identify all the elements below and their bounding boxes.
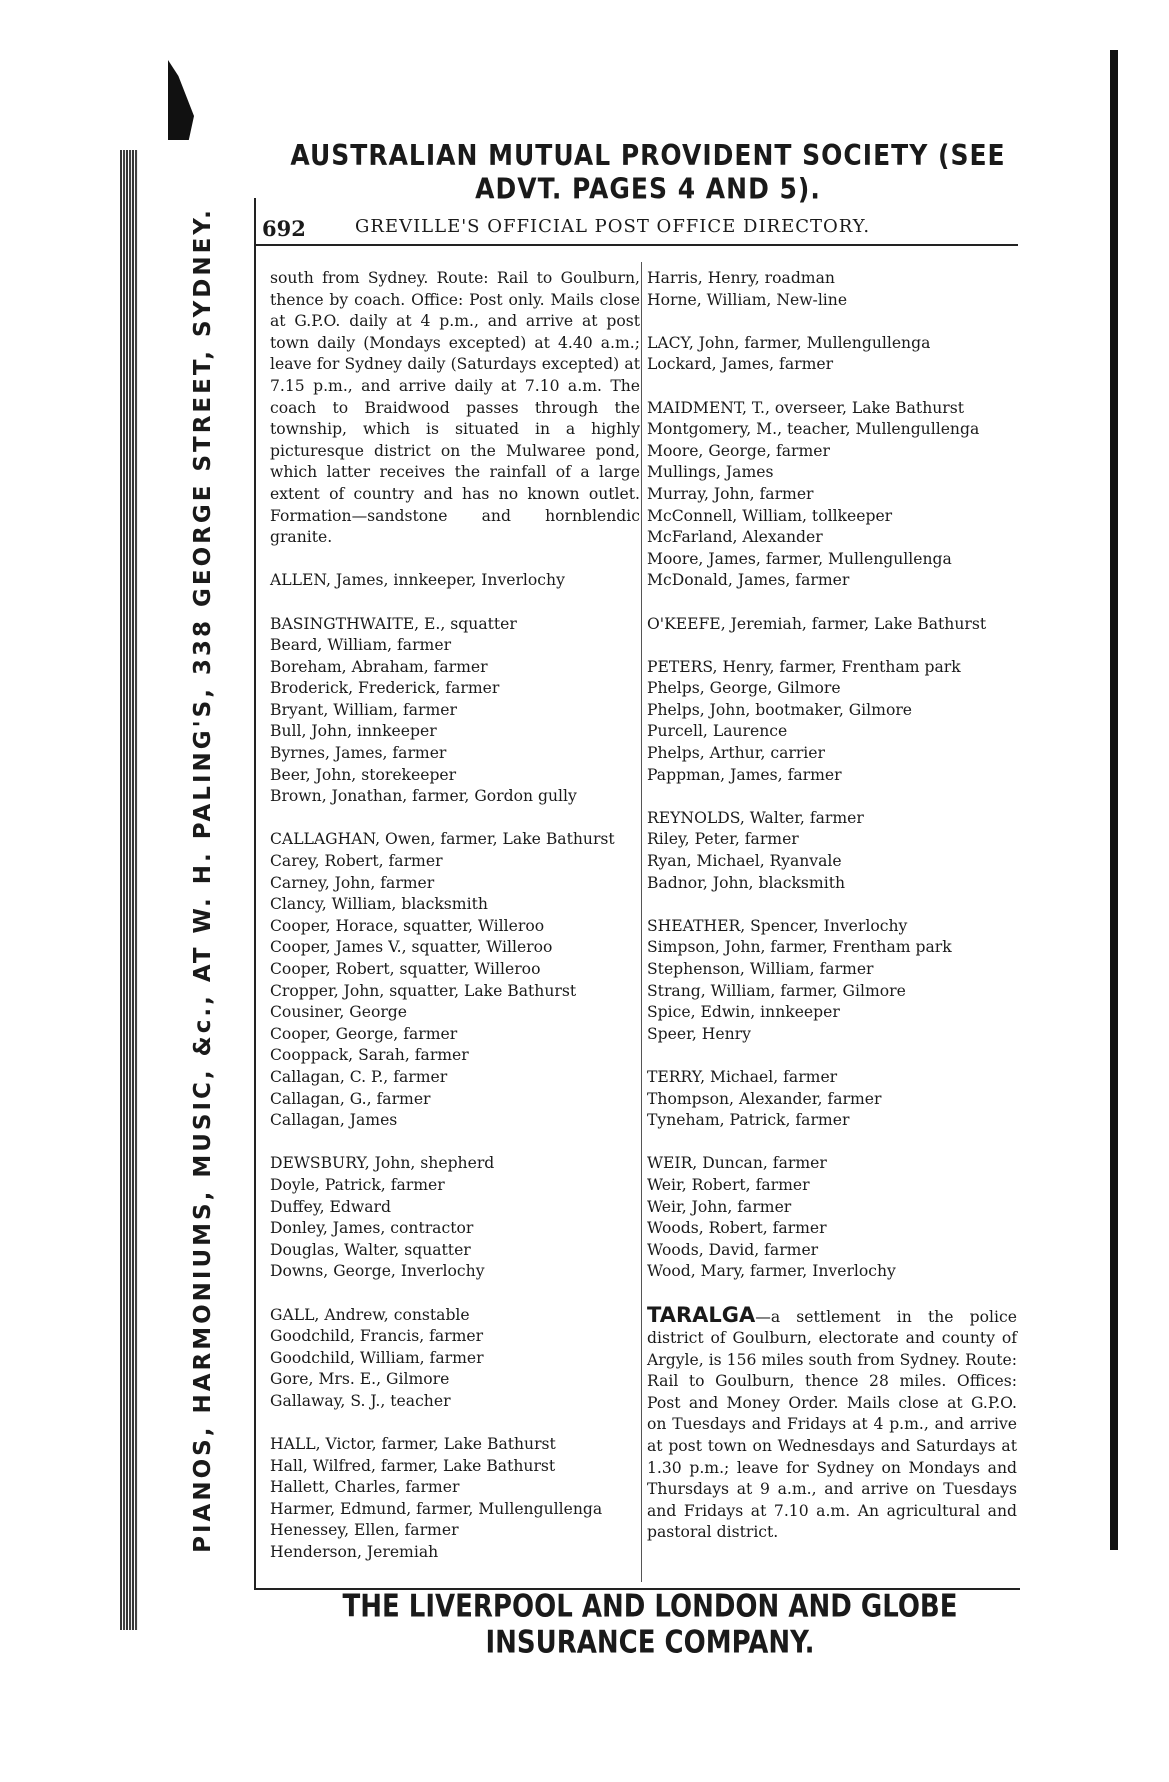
- directory-entry: Byrnes, James, farmer: [270, 744, 447, 763]
- directory-entry: Moore, George, farmer: [647, 441, 830, 460]
- entry-gap: [270, 592, 640, 614]
- directory-entry: Pappman, James, farmer: [647, 765, 842, 784]
- directory-entry: Boreham, Abraham, farmer: [270, 657, 488, 676]
- directory-entry: Ryan, Michael, Ryanvale: [647, 852, 842, 871]
- directory-entry: Cooppack, Sarah, farmer: [270, 1046, 469, 1065]
- entry-gap: [270, 808, 640, 830]
- directory-entry: LACY, John, farmer, Mullengullenga: [647, 333, 931, 352]
- directory-entry: Phelps, Arthur, carrier: [647, 744, 825, 763]
- directory-entry: Henderson, Jeremiah: [270, 1543, 439, 1562]
- directory-entry: Clancy, William, blacksmith: [270, 895, 488, 914]
- directory-entry: Callagan, C. P., farmer: [270, 1067, 448, 1086]
- directory-entry: REYNOLDS, Walter, farmer: [647, 808, 864, 827]
- directory-entry: Broderick, Frederick, farmer: [270, 679, 500, 698]
- taralga-heading: TARALGA: [647, 1302, 756, 1327]
- directory-entry: Weir, John, farmer: [647, 1197, 792, 1216]
- directory-entry: SHEATHER, Spencer, Inverlochy: [647, 916, 908, 935]
- directory-entry: Donley, James, contractor: [270, 1219, 474, 1238]
- directory-title: GREVILLE'S OFFICIAL POST OFFICE DIRECTORY.: [355, 216, 871, 237]
- directory-entry: Speer, Henry: [647, 1024, 751, 1043]
- directory-entry: Carney, John, farmer: [270, 873, 435, 892]
- directory-entry: Douglas, Walter, squatter: [270, 1240, 471, 1259]
- entry-gap: [647, 376, 1017, 398]
- directory-entry: Beer, John, storekeeper: [270, 765, 457, 784]
- directory-entry: Goodchild, Francis, farmer: [270, 1327, 484, 1346]
- left-entry-list: [270, 570, 640, 1563]
- directory-entry: McFarland, Alexander: [647, 528, 823, 547]
- directory-entry: Carey, Robert, farmer: [270, 852, 443, 871]
- entry-gap: [647, 1132, 1017, 1154]
- directory-entry: TERRY, Michael, farmer: [647, 1067, 838, 1086]
- column-divider: [641, 262, 642, 1582]
- right-column: [647, 268, 1017, 1544]
- top-advert-banner: AUSTRALIAN MUTUAL PROVIDENT SOCIETY (SEE ADVT. PAGES 4 AND 5).: [290, 138, 1006, 206]
- directory-entry: Woods, Robert, farmer: [647, 1219, 827, 1238]
- directory-entry: Montgomery, M., teacher, Mullengullenga: [647, 420, 980, 439]
- directory-entry: McDonald, James, farmer: [647, 571, 850, 590]
- directory-entry: WEIR, Duncan, farmer: [647, 1154, 827, 1173]
- directory-entry: Cooper, Robert, squatter, Willeroo: [270, 960, 541, 978]
- directory-entry: Gore, Mrs. E., Gilmore: [270, 1370, 450, 1389]
- directory-entry: Beard, William, farmer: [270, 636, 452, 655]
- directory-entry: Horne, William, New-line: [647, 290, 848, 309]
- entry-gap: [647, 592, 1017, 614]
- entry-gap: [647, 635, 1017, 657]
- scan-edge-left: [120, 150, 138, 1630]
- directory-entry: Callagan, James: [270, 1111, 398, 1130]
- directory-entry: Moore, James, farmer, Mullengullenga: [647, 549, 952, 568]
- directory-entry: Purcell, Laurence: [647, 722, 788, 741]
- scan-corner-mark: [168, 60, 194, 140]
- directory-entry: Riley, Peter, farmer: [647, 830, 799, 849]
- bottom-advert-banner: THE LIVERPOOL AND LONDON AND GLOBE INSURANCE COMPANY.: [342, 1589, 958, 1661]
- entry-gap: [270, 1132, 640, 1154]
- directory-entry: Cropper, John, squatter, Lake Bathurst: [270, 981, 577, 1000]
- directory-entry: GALL, Andrew, constable: [270, 1305, 470, 1324]
- directory-entry: Cooper, James V., squatter, Willeroo: [270, 938, 553, 957]
- directory-entry: O'KEEFE, Jeremiah, farmer, Lake Bathurst: [647, 614, 987, 633]
- directory-entry: Gallaway, S. J., teacher: [270, 1391, 451, 1410]
- entry-gap: [647, 1045, 1017, 1067]
- entry-gap: [270, 1412, 640, 1434]
- entry-gap: [647, 311, 1017, 333]
- directory-entry: Henessey, Ellen, farmer: [270, 1521, 459, 1540]
- directory-entry: Harris, Henry, roadman: [647, 269, 835, 287]
- left-column: [270, 268, 640, 1564]
- directory-entry: Duffey, Edward: [270, 1197, 391, 1216]
- directory-entry: Brown, Jonathan, farmer, Gordon gully: [270, 787, 577, 806]
- directory-entry: Cooper, George, farmer: [270, 1024, 458, 1043]
- taralga-text: —a settlement in the police district of Goulburn, electorate and county of Argyle, is 156 miles south from Sydney. Route: Rail to Goulburn, thence 28 miles. Offices: Post and Money Order. Mails close at G.P.O. on Tuesdays and Fridays at 4 p.m., and arrive at post town on Wednesdays and Saturdays at 1.30 p.m.; leave for Sydney on Mondays and Thursdays at 9 a.m., and arrive on Tuesdays and Fridays at 7.10 a.m. An agricultural and pastoral district.: [647, 1307, 1017, 1542]
- directory-entry: PETERS, Henry, farmer, Frentham park: [647, 657, 961, 676]
- directory-entry: McConnell, William, tollkeeper: [647, 506, 893, 525]
- scan-edge-right: [1110, 50, 1118, 1550]
- directory-entry: HALL, Victor, farmer, Lake Bathurst: [270, 1435, 556, 1454]
- directory-entry: CALLAGHAN, Owen, farmer, Lake Bathurst: [270, 830, 615, 849]
- directory-entry: Cousiner, George: [270, 1003, 408, 1022]
- directory-entry: Doyle, Patrick, farmer: [270, 1175, 445, 1194]
- directory-entry: MAIDMENT, T., overseer, Lake Bathurst: [647, 398, 964, 417]
- directory-entry: Bull, John, innkeeper: [270, 722, 437, 741]
- entry-gap: [647, 894, 1017, 916]
- directory-entry: Hall, Wilfred, farmer, Lake Bathurst: [270, 1456, 556, 1475]
- entry-gap: [270, 1283, 640, 1305]
- directory-entry: Stephenson, William, farmer: [647, 960, 874, 978]
- directory-entry: Thompson, Alexander, farmer: [647, 1089, 882, 1108]
- directory-entry: Woods, David, farmer: [647, 1240, 819, 1259]
- directory-entry: Harmer, Edmund, farmer, Mullengullenga: [270, 1499, 603, 1518]
- directory-entry: Goodchild, William, farmer: [270, 1348, 484, 1367]
- directory-entry: BASINGTHWAITE, E., squatter: [270, 614, 517, 633]
- directory-entry: Callagan, G., farmer: [270, 1089, 431, 1108]
- directory-entry: Tyneham, Patrick, farmer: [647, 1111, 850, 1130]
- directory-entry: Phelps, George, Gilmore: [647, 679, 841, 698]
- directory-entry: Wood, Mary, farmer, Inverlochy: [647, 1262, 896, 1281]
- directory-entry: Murray, John, farmer: [647, 484, 814, 503]
- directory-entry: Downs, George, Inverlochy: [270, 1262, 485, 1281]
- directory-entry: Badnor, John, blacksmith: [647, 873, 845, 892]
- directory-entry: Weir, Robert, farmer: [647, 1175, 810, 1194]
- taralga-paragraph: [647, 1302, 1017, 1545]
- directory-entry: Mullings, James: [647, 463, 774, 482]
- directory-entry: Bryant, William, farmer: [270, 700, 457, 719]
- directory-entry: Phelps, John, bootmaker, Gilmore: [647, 700, 913, 719]
- directory-entry: Hallett, Charles, farmer: [270, 1478, 460, 1497]
- directory-entry: ALLEN, James, innkeeper, Inverlochy: [270, 571, 565, 590]
- directory-entry: Lockard, James, farmer: [647, 355, 834, 374]
- directory-entry: DEWSBURY, John, shepherd: [270, 1154, 495, 1173]
- entry-gap: [647, 786, 1017, 808]
- directory-entry: Simpson, John, farmer, Frentham park: [647, 938, 952, 957]
- directory-entry: Cooper, Horace, squatter, Willeroo: [270, 916, 545, 935]
- right-entry-list: [647, 268, 1017, 1305]
- directory-entry: Spice, Edwin, innkeeper: [647, 1003, 840, 1022]
- entry-gap: [647, 1283, 1017, 1305]
- page-number: 692: [262, 216, 306, 241]
- directory-entry: Strang, William, farmer, Gilmore: [647, 981, 906, 1000]
- side-advert-banner: PIANOS, HARMONIUMS, MUSIC, &c., AT W. H. PALING'S, 338 GEORGE STREET, SYDNEY.: [190, 207, 216, 1553]
- intro-paragraph: south from Sydney. Route: Rail to Goulburn, thence by coach. Office: Post only. Mails close at G.P.O. daily at 4 p.m., and arrive at post town daily (Mondays excepted) at 4.40 a.m.; leave for Sydney daily (Saturdays excepted) at 7.15 p.m., and arrive daily at 7.10 a.m. The coach to Braidwood passes through the township, which is situated in a highly picturesque district on the Mulwaree pond, which latter receives the rainfall of a large extent of country and has no known outlet. Formation—sandstone and hornblendic granite.: [270, 269, 640, 547]
